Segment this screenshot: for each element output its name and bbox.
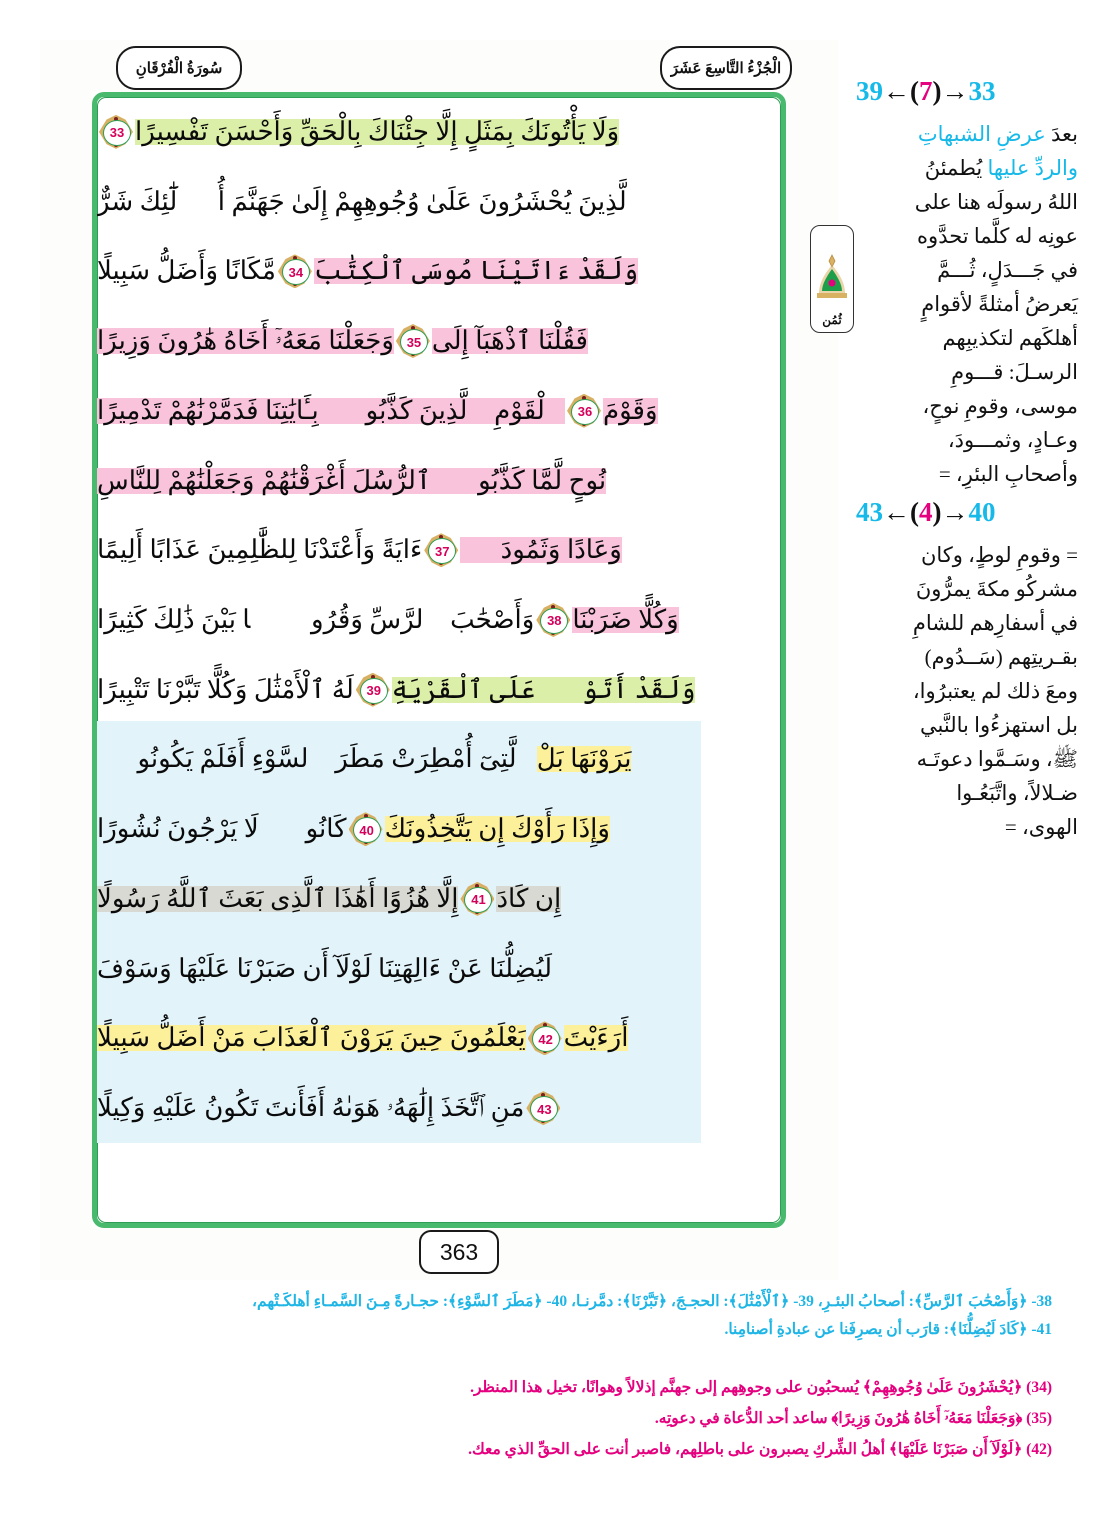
tafsir-text: ومعَ ذلك لم يعتبرُوا، xyxy=(912,679,1078,704)
tafsir-text: عرضِ الشبهاتِ xyxy=(917,122,1046,146)
quran-line xyxy=(97,864,701,934)
arrow-right-icon: → xyxy=(941,76,969,106)
border-motif-left xyxy=(40,40,92,1280)
tafsir-text: وعـادٍ، وثمـــودَ، xyxy=(947,428,1078,453)
quran-line xyxy=(97,725,701,795)
ayah-range-start: 33 xyxy=(968,76,996,106)
quran-text-segment: ءَايَةً وَأَعْتَدْنَا لِلظَّٰلِمِينَ عَذَابًا أَلِيمًا xyxy=(97,535,423,565)
quran-text-segment: وَإِذَا رَأَوْكَ إِن يَتَّخِذُونَكَ xyxy=(384,814,610,844)
tafsir-text: بقـريتِهم (سَــدُوم) xyxy=(924,645,1078,670)
quran-text-segment: وَعَادًا وَثَمُودَا۟ xyxy=(460,535,622,565)
tafsir-text: يَعرضُ أمثلةً لأقوامٍ xyxy=(921,292,1078,317)
ayah-number: 33 xyxy=(109,125,125,141)
quran-text-segment: مَنِ ٱتَّخَذَ إِلَٰهَهُۥ هَوَىٰهُ أَفَأَنتَ تَكُونُ عَلَيْهِ وَكِيلًا xyxy=(97,1093,525,1123)
quran-text-segment: نُوحٍ لَّمَّا كَذَّبُوا۟ ٱلرُّسُلَ أَغْرَقْنَٰهُمْ وَجَعَلْنَٰهُمْ لِلنَّاسِ xyxy=(97,465,607,495)
thumun-label: ثُمُن xyxy=(822,313,842,327)
footnote-reflection-line: (35) ﴿وَجَعَلْنَا مَعَهُۥٓ أَخَاهُ هَٰرُونَ وَزِيرًا﴾ ساعد أحد الدُّعاة في دعوتِه. xyxy=(654,1410,1052,1427)
tafsir-block-1-range xyxy=(856,76,1078,107)
tafsir-text: = وقومِ لوطٍ، وكان xyxy=(920,543,1078,568)
quran-line xyxy=(97,934,701,1004)
tafsir-text: بل استهزءُوا بالنَّبي xyxy=(920,713,1078,738)
quran-text-segment: فَقُلْنَا ٱذْهَبَآ إِلَى xyxy=(431,326,588,356)
quran-line xyxy=(97,585,701,655)
ayah-group-count: (7) xyxy=(910,76,942,106)
footnote-vocab-line: 41- ﴿كَادَ لَيُضِلُّنَا﴾: قارَب أن يصرِفَنا عن عبادةِ أصنامِنا. xyxy=(724,1320,1052,1338)
quran-text-segment: ٱلَّتِىٓ أُمْطِرَتْ مَطَرَ ٱلسَّوْءِ أَفَلَمْ يَكُونُوا۟ xyxy=(97,744,537,774)
tafsir-line xyxy=(856,742,1078,776)
fan-ornament-icon xyxy=(815,253,849,311)
ayah-range-start: 40 xyxy=(968,497,996,528)
border-band-left xyxy=(40,40,92,1280)
tafsir-text: الرسـلَ: قـــومِ xyxy=(951,360,1078,385)
quran-line xyxy=(97,236,701,306)
footnote-reflection-line: (42) ﴿لَوْلَآ أَن صَبَرْنَا عَلَيْهَا﴾ أهلُ الشِّركِ يصبرون على باطلِهم، فاصبر أنت على الحقِّ الذي معك. xyxy=(468,1441,1052,1458)
quran-text-segment: كَانُوا۟ لَا يَرْجُونَ نُشُورًا xyxy=(97,814,347,844)
tafsir-text: والردِّ عليها xyxy=(982,156,1078,181)
tafsir-line xyxy=(856,389,1078,423)
tafsir-text: بعدَ xyxy=(1045,122,1078,146)
tafsir-text: اللهُ رسولَه هنا على xyxy=(914,190,1078,215)
quran-text-segment: وَقَوْمَ xyxy=(603,395,658,425)
tafsir-text: وأصحابِ البئرِ، = xyxy=(938,462,1078,487)
ayah-number-medallion[interactable] xyxy=(567,394,601,428)
tafsir-text: أهلكَهم لتكذيبِهم xyxy=(942,326,1078,351)
ayah-number-medallion[interactable] xyxy=(526,1091,560,1125)
quran-text-segment: إِن كَادَ xyxy=(496,883,562,913)
quran-line xyxy=(97,97,701,167)
page-number-cartouche xyxy=(419,1230,499,1274)
ayah-number: 40 xyxy=(359,822,374,838)
quran-line xyxy=(97,306,701,376)
tafsir-line xyxy=(856,810,1078,844)
juz-cartouche xyxy=(660,46,792,90)
tafsir-text: يُطمئنُ xyxy=(924,156,983,181)
tafsir-line xyxy=(856,151,1078,185)
quran-text-segment: إِلَّا هُزُوًا أَهَٰذَا ٱلَّذِى بَعَثَ ٱللَّهُ رَسُولًا xyxy=(97,883,459,913)
ayah-range-end: 39 xyxy=(856,76,883,106)
tafsir-block-2-range xyxy=(856,497,1078,528)
ayah-range-end: 43 xyxy=(856,497,883,528)
surah-name-label: سُورَةُ الْفُرْقَانِ xyxy=(135,60,223,77)
page-number: 363 xyxy=(439,1238,479,1265)
thumun-marker xyxy=(810,225,854,333)
tafsir-line xyxy=(856,640,1078,674)
juz-label: الْجُزْءُ التَّاسِعَ عَشَرَ xyxy=(670,60,782,77)
tafsir-text: عونِه له كلَّما تحدَّوه xyxy=(917,224,1078,249)
tafsir-line xyxy=(856,423,1078,457)
tafsir-line xyxy=(856,538,1078,572)
ayah-number: 39 xyxy=(366,683,381,699)
ayah-number: 41 xyxy=(471,892,486,908)
ayah-number-medallion[interactable] xyxy=(424,533,458,567)
quran-line xyxy=(97,376,701,446)
tafsir-line xyxy=(856,117,1078,151)
quran-line xyxy=(97,446,701,516)
ayah-number: 34 xyxy=(288,264,304,280)
quran-text-segment: أَرَءَيْتَ xyxy=(563,1023,629,1053)
tafsir-line xyxy=(856,185,1078,219)
mushaf-text-area xyxy=(97,97,701,1143)
tafsir-text: موسى، وقومِ نوحٍ، xyxy=(922,394,1078,419)
tafsir-side-column xyxy=(856,70,1078,1270)
tafsir-text: ﷺ، وسَـمَّوا دعوتَـه xyxy=(916,747,1078,772)
quran-text-segment: ٱلْقَوْمِ ٱلَّذِينَ كَذَّبُوا۟ بِـَٔايَٰتِنَا فَدَمَّرْنَٰهُمْ تَدْمِيرًا xyxy=(97,395,566,425)
ayah-number-medallion[interactable] xyxy=(396,324,430,358)
ayah-number-medallion[interactable] xyxy=(99,115,133,149)
tafsir-line xyxy=(856,606,1078,640)
quran-line xyxy=(97,794,701,864)
tafsir-line xyxy=(856,708,1078,742)
ayah-number-medallion[interactable] xyxy=(278,254,312,288)
ayah-number: 38 xyxy=(547,613,562,629)
tafsir-line xyxy=(856,321,1078,355)
quran-line xyxy=(97,167,701,237)
quran-text-segment: وَلَقَدْ ءَاتَيْنَا مُوسَى ٱلْكِتَٰبَ xyxy=(313,256,639,286)
footnotes-vocabulary xyxy=(44,1288,1052,1344)
quran-text-segment: لَهُ ٱلْأَمْثَٰلَ وَكُلًّا تَبَّرْنَا تَتْبِيرًا xyxy=(97,674,354,704)
quran-text-segment: يَعْلَمُونَ حِينَ يَرَوْنَ ٱلْعَذَابَ مَنْ أَضَلُّ سَبِيلًا xyxy=(97,1023,526,1053)
ayah-number: 35 xyxy=(406,334,422,350)
surah-name-cartouche xyxy=(116,46,242,90)
ayah-number: 36 xyxy=(577,404,593,420)
ayah-number: 42 xyxy=(538,1031,553,1047)
ayah-number: 37 xyxy=(434,543,450,559)
quran-text-segment: لَيُضِلُّنَا عَنْ ءَالِهَتِنَا لَوْلَآ أَن صَبَرْنَا عَلَيْهَا وَسَوْفَ xyxy=(97,953,552,983)
footnote-vocab-line: 38- ﴿وَأَصْحَٰبَ ٱلرَّسِّ﴾: أصحابُ البئـرِ، 39- ﴿ٱلْأَمْثَٰلَ﴾: الحجـجَ، ﴿تَبَّرْنَا﴾: دمَّرنـا، 40- ﴿مَطَرَ ٱلسَّوْءِ﴾: حجـارةً مِـنَ السَّمـاءِ أهلكَـتْهم، xyxy=(252,1293,1052,1310)
tafsir-text: الهوى، = xyxy=(1004,815,1078,840)
ayah-number-medallion[interactable] xyxy=(349,812,383,846)
ayah-group-count: (4) xyxy=(910,497,942,528)
ayah-number-medallion[interactable] xyxy=(528,1021,562,1055)
quran-text-segment: وَأَصْحَٰبَ ٱلرَّسِّ وَقُرُونًۢا بَيْنَ ذَٰلِكَ كَثِيرًا xyxy=(97,604,535,634)
quran-line xyxy=(97,1004,701,1074)
tafsir-line xyxy=(856,355,1078,389)
tafsir-line xyxy=(856,253,1078,287)
tafsir-text: في أسفارِهم للشامِ xyxy=(912,611,1078,636)
tafsir-line xyxy=(856,572,1078,606)
quran-text-segment: وَكُلًّا ضَرَبْنَا xyxy=(572,604,679,634)
arrow-right-icon: → xyxy=(941,497,969,528)
quran-text-segment: وَلَقَدْ أَتَوْا۟ عَلَى ٱلْقَرْيَةِ xyxy=(391,674,696,704)
tafsir-text: مشركُو مكةَ يمرُّونَ xyxy=(915,577,1078,602)
quran-text-segment: ٱلَّذِينَ يُحْشَرُونَ عَلَىٰ وُجُوهِهِمْ إِلَىٰ جَهَنَّمَ أُو۟لَٰٓئِكَ شَرٌّ xyxy=(97,186,647,216)
quran-line xyxy=(97,655,701,725)
tafsir-line xyxy=(856,457,1078,491)
footnote-reflection-line: (34) ﴿يُحْشَرُونَ عَلَىٰ وُجُوهِهِمْ﴾ يُسحبُون على وجوهِهم إلى جهنَّم إذلالاً وهوانًا، تخيل هذا المنظر. xyxy=(470,1379,1052,1396)
quran-text-segment: وَلَا يَأْتُونَكَ بِمَثَلٍ إِلَّا جِئْنَاكَ بِالْحَقِّ وَأَحْسَنَ تَفْسِيرًا xyxy=(135,116,620,146)
tafsir-text: ضـلالاً، واتَّبَعُـوا xyxy=(956,781,1078,806)
tafsir-line xyxy=(856,674,1078,708)
arrow-left-icon: ← xyxy=(883,76,910,106)
tafsir-line xyxy=(856,219,1078,253)
tafsir-text: في جَـــدَلٍ، ثُـــمَّ xyxy=(937,258,1078,283)
tafsir-line xyxy=(856,776,1078,810)
quran-line xyxy=(97,1073,701,1143)
quran-text-segment: مَّكَانًا وَأَضَلُّ سَبِيلًا xyxy=(97,256,276,286)
ayah-number: 43 xyxy=(537,1101,552,1117)
quran-text-segment: وَجَعَلْنَا مَعَهُۥٓ أَخَاهُ هَٰرُونَ وَزِيرًا xyxy=(97,326,394,356)
tafsir-line xyxy=(856,287,1078,321)
footnotes-reflections xyxy=(44,1372,1052,1465)
quran-line xyxy=(97,515,701,585)
arrow-left-icon: ← xyxy=(883,497,910,528)
quran-text-segment: يَرَوْنَهَا بَلْ xyxy=(536,744,632,774)
ayah-number-medallion[interactable] xyxy=(356,673,390,707)
ayah-number-medallion[interactable] xyxy=(460,882,494,916)
ayah-number-medallion[interactable] xyxy=(536,603,570,637)
